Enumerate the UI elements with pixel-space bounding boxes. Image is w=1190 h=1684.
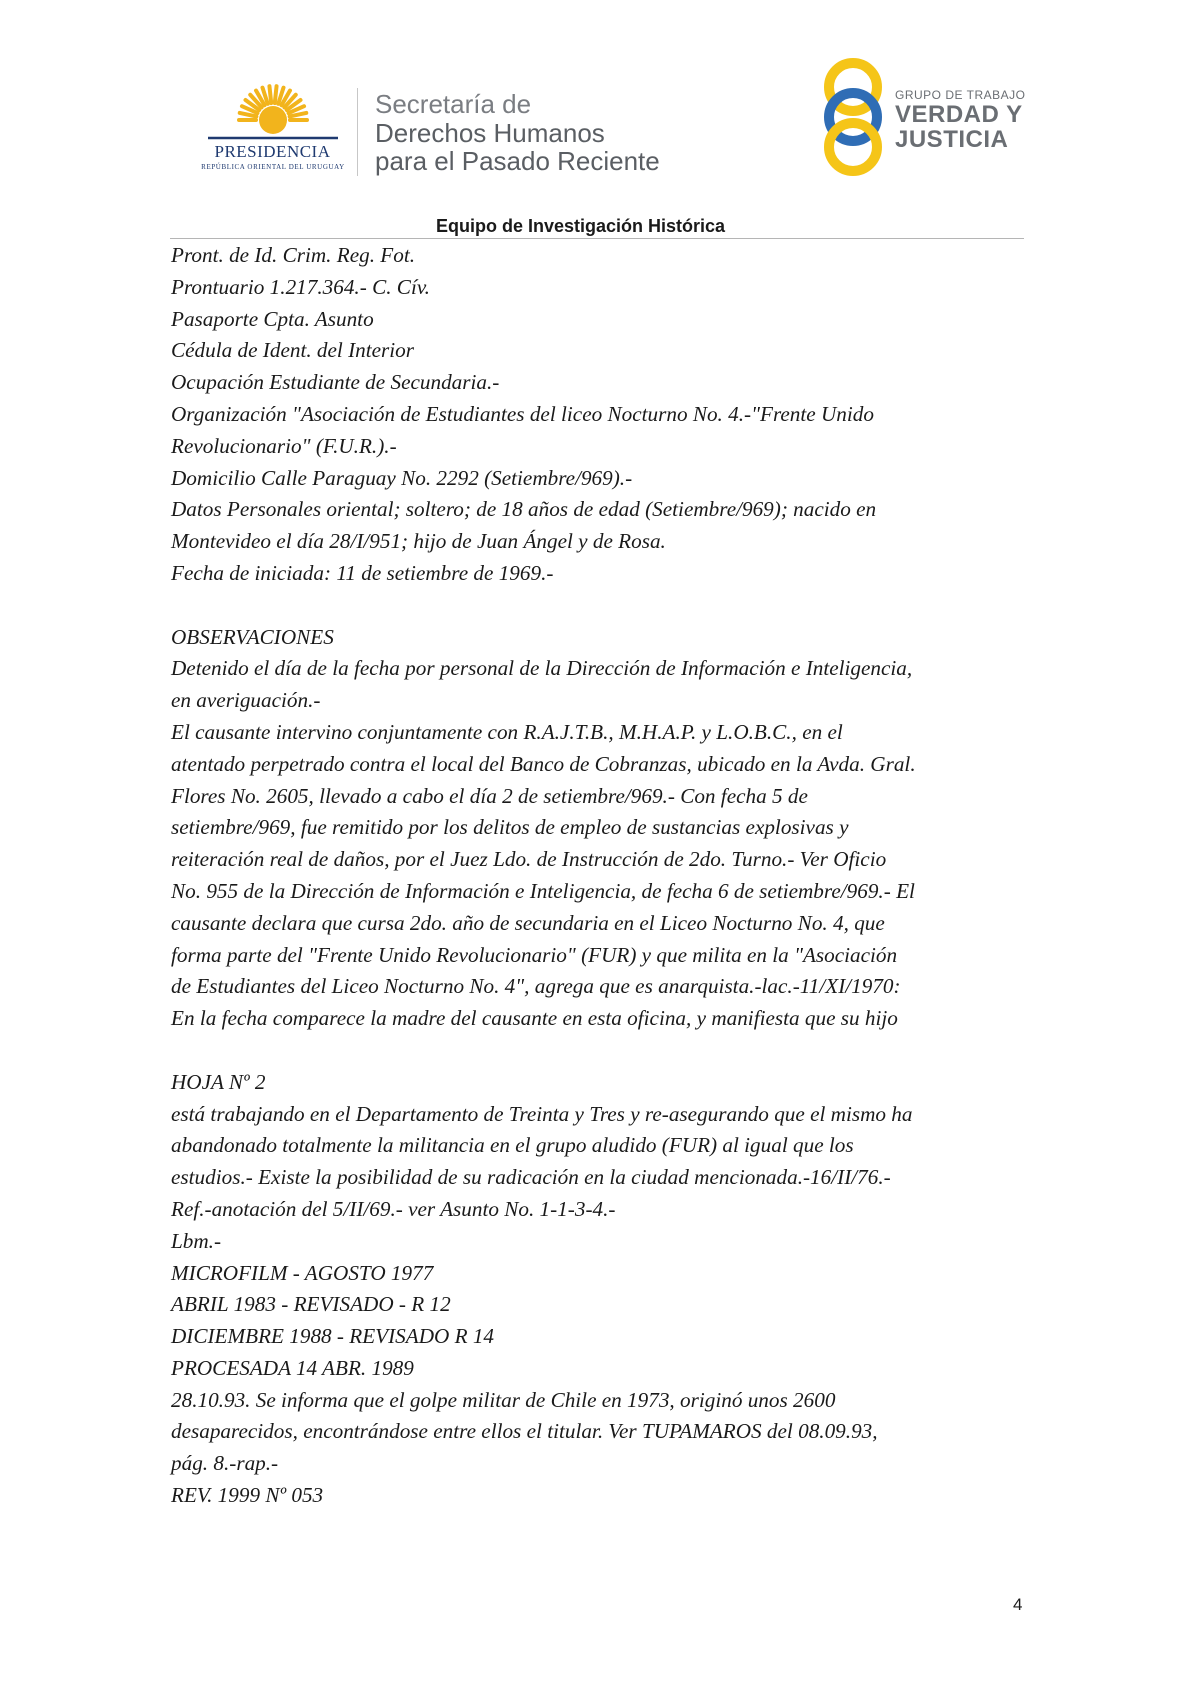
body-line: No. 955 de la Dirección de Información e Inteligencia, de fecha 6 de setiembre/969.- El xyxy=(171,878,915,903)
body-line: Flores No. 2605, llevado a cabo el día 2 de setiembre/969.- Con fecha 5 de xyxy=(171,783,808,808)
body-line: OBSERVACIONES xyxy=(171,624,334,649)
body-line: abandonado totalmente la militancia en el grupo aludido (FUR) al igual que los xyxy=(171,1133,854,1158)
body-line: está trabajando en el Departamento de Treinta y Tres y re-asegurando que el mismo ha xyxy=(171,1101,913,1126)
body-line: Revolucionario" (F.U.R.).- xyxy=(171,433,397,458)
body-line: DICIEMBRE 1988 - REVISADO R 14 xyxy=(171,1324,495,1349)
blank-line xyxy=(171,1035,1031,1067)
header-rule xyxy=(170,238,1024,239)
body-line: Montevideo el día 28/I/951; hijo de Juan Ángel y de Rosa. xyxy=(171,529,666,554)
secretaria-line-3: para el Pasado Reciente xyxy=(375,146,660,176)
body-line: estudios.- Existe la posibilidad de su radicación en la ciudad mencionada.-16/II/76.- xyxy=(171,1165,891,1190)
sun-face xyxy=(259,106,287,134)
body-line: Domicilio Calle Paraguay No. 2292 (Setiembre/969).- xyxy=(171,465,633,490)
body-line: en averiguación.- xyxy=(171,688,321,713)
sun-ray xyxy=(275,86,277,103)
body-line: REV. 1999 Nº 053 xyxy=(171,1483,324,1508)
body-line: Cédula de Ident. del Interior xyxy=(171,338,415,363)
body-line: atentado perpetrado contra el local del Banco de Cobranzas, ubicado en la Avda. Gral. xyxy=(171,751,916,776)
blank-line xyxy=(171,590,1031,622)
body-line: Pront. de Id. Crim. Reg. Fot. xyxy=(171,243,416,267)
body-line: forma parte del "Frente Unido Revolucionario" (FUR) y que milita en la "Asociación xyxy=(171,942,898,967)
document-body xyxy=(171,240,1031,1512)
body-line: Detenido el día de la fecha por personal de la Dirección de Información e Inteligencia, xyxy=(171,656,913,681)
secretaria-line-2: Derechos Humanos xyxy=(375,118,605,148)
page-header xyxy=(0,0,1190,236)
page-number: 4 xyxy=(1013,1595,1023,1614)
sun-ray xyxy=(269,86,271,103)
body-line: MICROFILM - AGOSTO 1977 xyxy=(171,1260,434,1285)
body-line: setiembre/969, fue remitido por los delitos de empleo de sustancias explosivas y xyxy=(171,815,849,840)
presidencia-subtitle: REPÚBLICA ORIENTAL DEL URUGUAY xyxy=(201,163,345,171)
body-line: Ocupación Estudiante de Secundaria.- xyxy=(171,370,500,395)
body-line: HOJA Nº 2 xyxy=(171,1069,266,1094)
body-line: Datos Personales oriental; soltero; de 18 años de edad (Setiembre/969); nacido en xyxy=(171,497,877,522)
body-line: 28.10.93. Se informa que el golpe militar de Chile en 1973, originó unos 2600 xyxy=(171,1387,836,1412)
body-line: causante declara que cursa 2do. año de secundaria en el Liceo Nocturno No. 4, que xyxy=(171,910,885,935)
body-line: PROCESADA 14 ABR. 1989 xyxy=(171,1355,414,1380)
body-line: El causante intervino conjuntamente con R.A.J.T.B., M.H.A.P. y L.O.B.C., en el xyxy=(171,719,843,744)
secretaria-line-1: Secretaría de xyxy=(375,89,532,119)
body-line: de Estudiantes del Liceo Nocturno No. 4", agrega que es anarquista.-lac.-11/XI/1970: xyxy=(171,974,901,999)
grupo-line-3: JUSTICIA xyxy=(895,126,1009,153)
body-line: Organización "Asociación de Estudiantes del liceo Nocturno No. 4.-"Frente Unido xyxy=(171,401,874,426)
verdad-justicia-wordmark xyxy=(895,88,1025,152)
header-divider xyxy=(357,88,358,176)
body-line: Ref.-anotación del 5/II/69.- ver Asunto No. 1-1-3-4.- xyxy=(171,1196,616,1221)
body-line: Lbm.- xyxy=(171,1228,222,1253)
body-line: pág. 8.-rap.- xyxy=(171,1451,279,1476)
ring-bottom xyxy=(829,123,877,171)
body-line: ABRIL 1983 - REVISADO - R 12 xyxy=(171,1292,451,1317)
body-line: reiteración real de daños, por el Juez Ldo. de Instrucción de 2do. Turno.- Ver Oficio xyxy=(171,847,887,872)
body-line: En la fecha comparece la madre del causante en esta oficina, y manifiesta que su hijo xyxy=(171,1006,898,1031)
presidencia-wordmark: PRESIDENCIA xyxy=(214,142,331,161)
body-line: Prontuario 1.217.364.- C. Cív. xyxy=(171,274,430,299)
grupo-line-2: VERDAD Y xyxy=(895,101,1023,128)
team-title: Equipo de Investigación Histórica xyxy=(436,216,726,236)
body-line: Fecha de iniciada: 11 de setiembre de 1969.- xyxy=(171,560,554,585)
body-line: desaparecidos, encontrándose entre ellos el titular. Ver TUPAMAROS del 08.09.93, xyxy=(171,1419,878,1444)
body-line: Pasaporte Cpta. Asunto xyxy=(171,306,374,331)
grupo-line-1: GRUPO DE TRABAJO xyxy=(895,88,1026,102)
secretaria-wordmark xyxy=(375,90,660,175)
